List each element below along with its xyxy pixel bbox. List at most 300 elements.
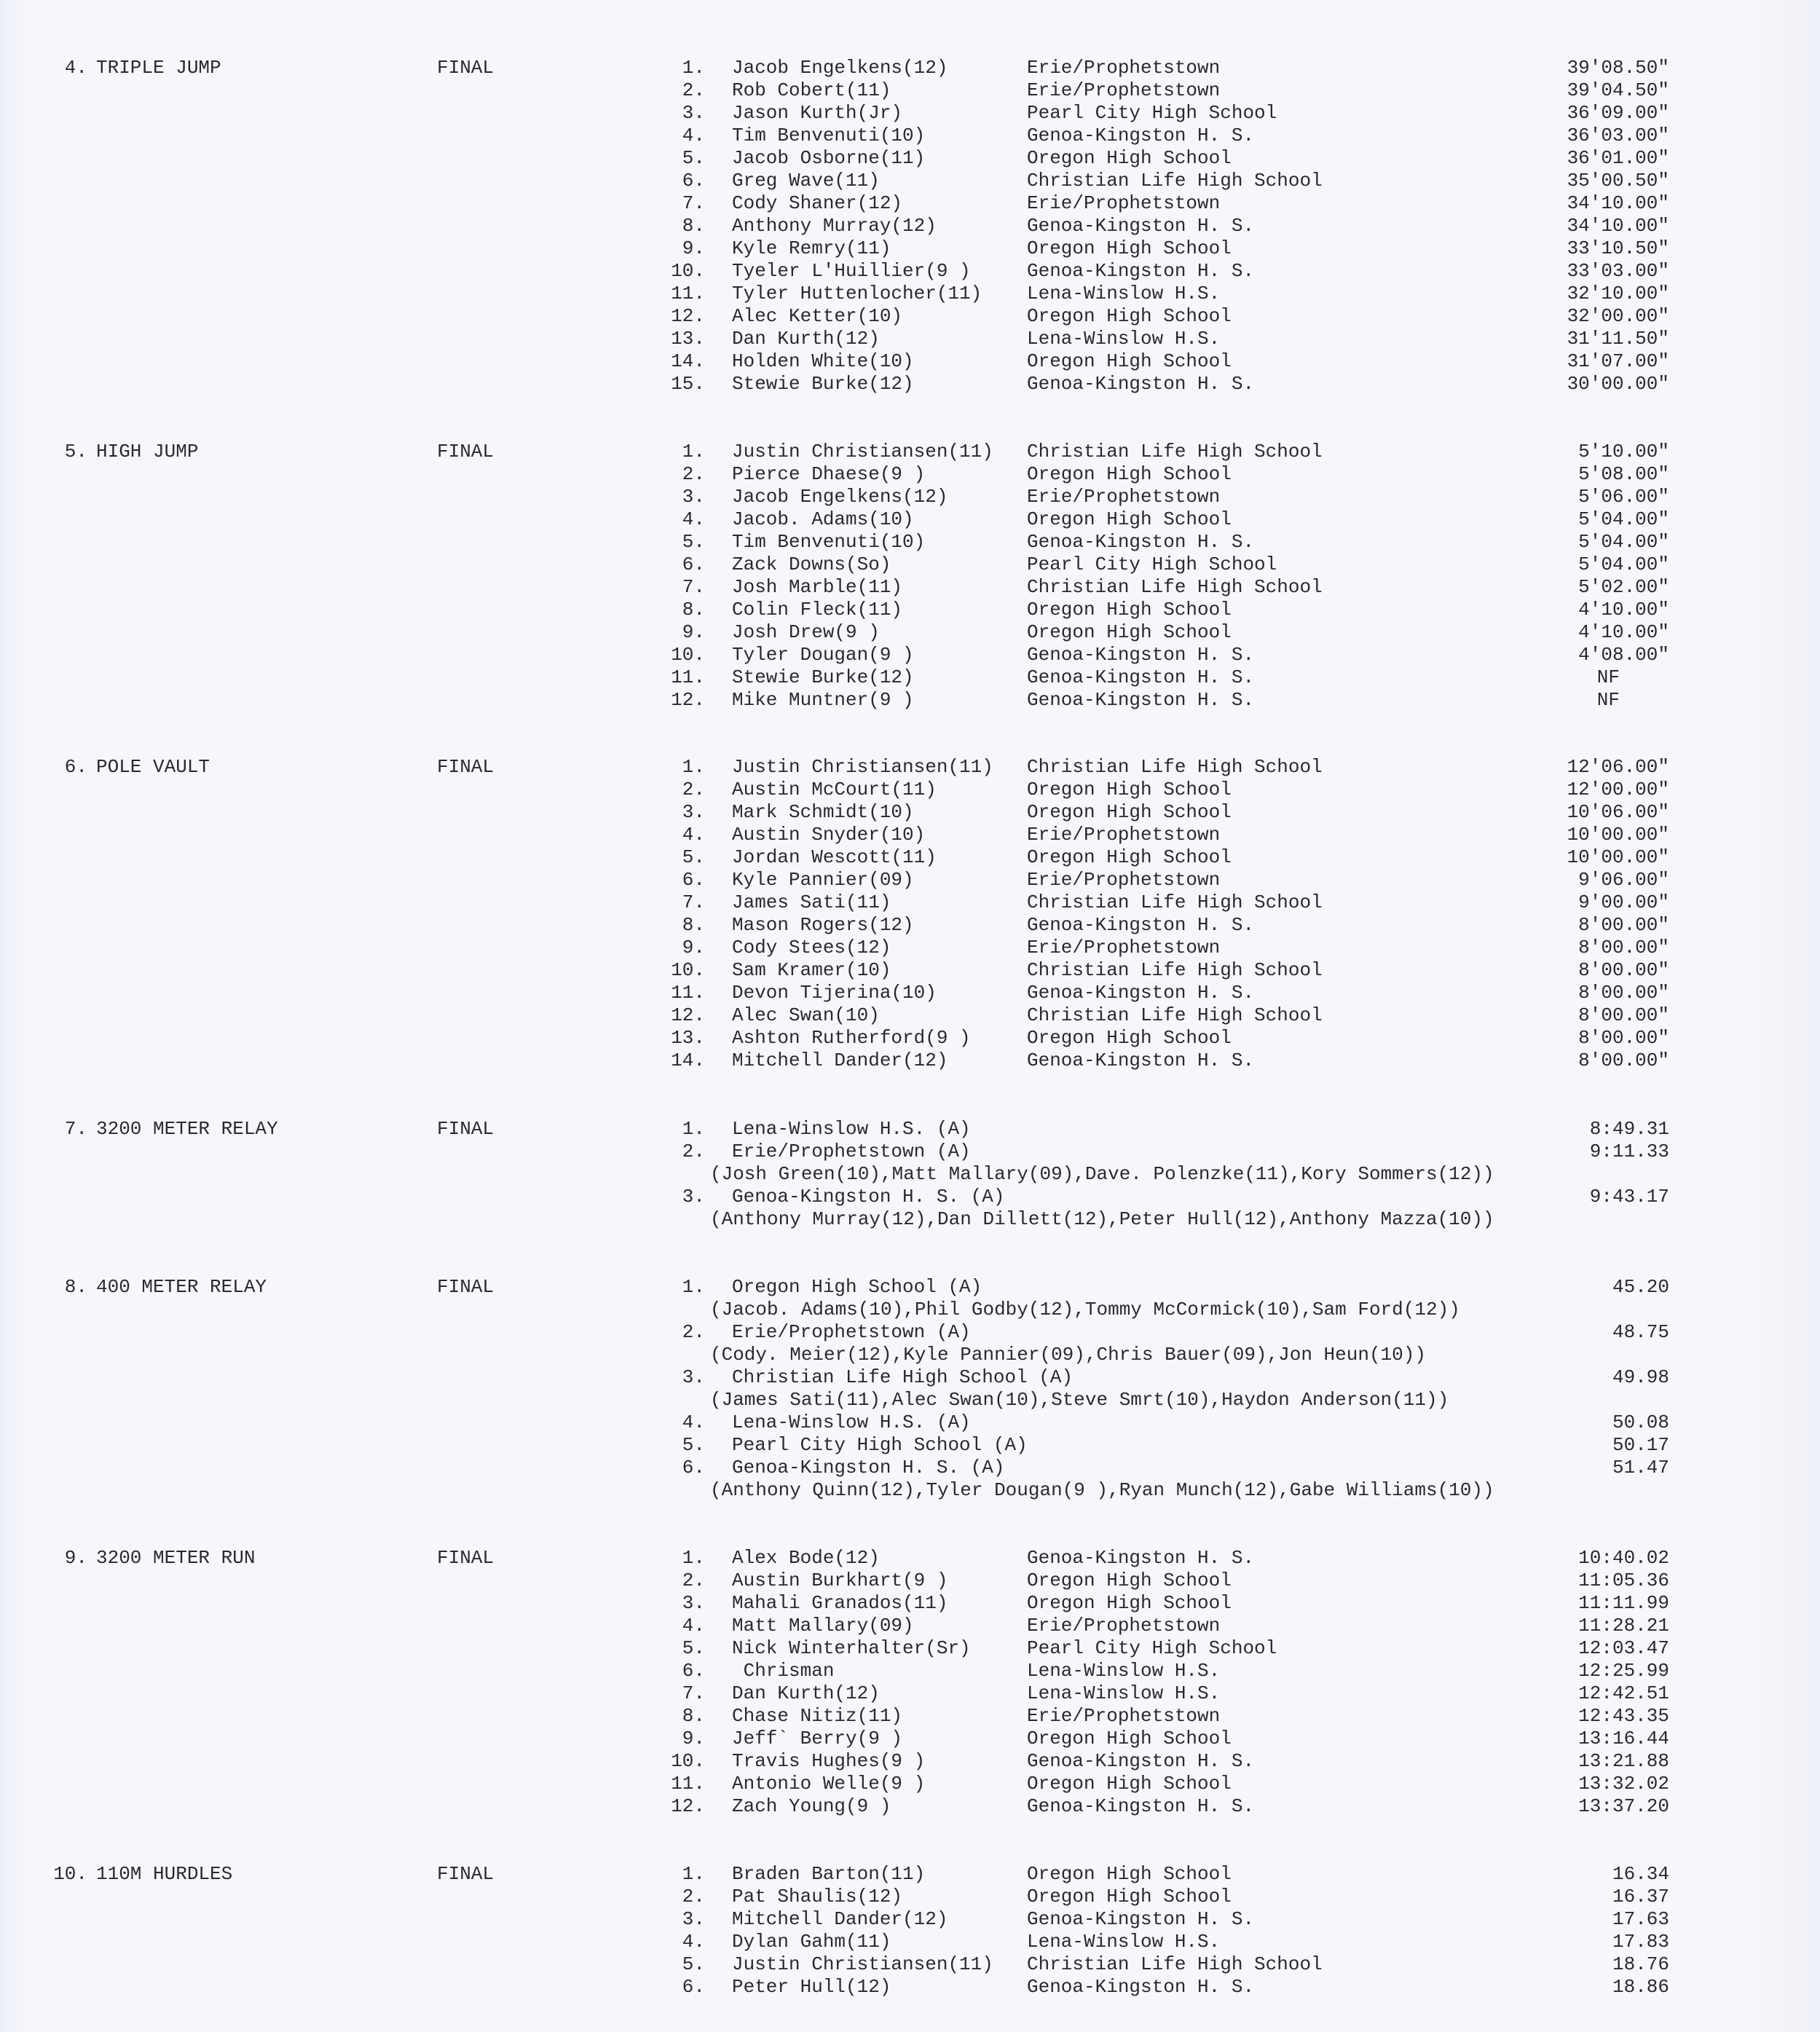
result-row [0,937,1820,959]
athlete-name: Cody Stees(12) [732,937,891,958]
event-name: HIGH JUMP [96,441,199,462]
athlete-name: Josh Drew(9 ) [732,621,880,643]
result-mark: 13:16.44 [1578,1728,1669,1749]
result-row [0,1728,1820,1750]
result-mark: 39'08.50" [1567,57,1669,79]
athlete-name: Stewie Burke(12) [732,666,914,688]
result-mark: 30'00.00" [1567,373,1669,395]
school-name: Christian Life High School [1027,1004,1323,1026]
result-mark: 9'00.00" [1578,891,1669,913]
school-name: Oregon High School [1027,1886,1232,1907]
event-number: 6. [64,756,87,778]
school-name: Oregon High School [1027,508,1232,530]
result-row [0,102,1820,125]
event-number: 5. [64,441,87,462]
result-row [0,1141,1820,1163]
school-name: Genoa-Kingston H. S. [1027,1050,1255,1071]
result-mark: 33'03.00" [1567,260,1669,282]
result-row [0,1004,1820,1027]
place-number: 7. [682,192,705,214]
athlete-name: Anthony Murray(12) [732,215,937,237]
result-row [0,1570,1820,1592]
school-name: Oregon High School [1027,846,1232,868]
athlete-name: Mitchell Dander(12) [732,1050,948,1071]
place-number: 13. [671,328,705,350]
place-number: 14. [671,350,705,372]
athlete-name: Cody Shaner(12) [732,192,903,214]
athlete-name: Tim Benvenuti(10) [732,125,926,146]
place-number: 5. [682,1637,705,1659]
result-mark: 50.17 [1612,1434,1669,1456]
result-mark: 5'04.00" [1578,531,1669,553]
place-number: 14. [671,1050,705,1071]
result-mark: 39'04.50" [1567,79,1669,101]
result-row [0,666,1820,689]
school-name: Oregon High School [1027,621,1232,643]
place-number: 8. [682,914,705,936]
result-mark: 12'06.00" [1567,756,1669,778]
athlete-name: Jeff` Berry(9 ) [732,1728,903,1749]
school-name: Erie/Prophetstown [1027,824,1221,846]
result-mark: 18.86 [1612,1976,1669,1998]
school-name: Oregon High School [1027,305,1232,327]
result-row [0,846,1820,869]
result-row [0,644,1820,666]
athlete-name: Tyeler L'Huillier(9 ) [732,260,971,282]
athlete-name: Mahali Granados(11) [732,1592,948,1614]
results-list [0,441,1820,712]
result-mark: 5'08.00" [1578,463,1669,485]
school-name: Genoa-Kingston H. S. [1027,666,1255,688]
event-name: POLE VAULT [96,756,210,778]
school-name: Lena-Winslow H.S. [1027,283,1221,304]
athlete-name: Jacob Engelkens(12) [732,486,948,508]
event-round: FINAL [437,756,495,778]
result-row [0,170,1820,192]
school-name: Oregon High School [1027,350,1232,372]
school-name: Oregon High School [1027,237,1232,259]
event-number: 8. [64,1276,87,1298]
school-name: Genoa-Kingston H. S. [1027,1547,1255,1569]
result-mark: 50.08 [1612,1411,1669,1433]
place-number: 9. [682,1728,705,1749]
result-mark: 32'10.00" [1567,283,1669,304]
result-row [0,215,1820,237]
result-mark: 11:05.36 [1578,1570,1669,1591]
result-mark: 12:43.35 [1578,1705,1669,1727]
place-number: 2. [682,1886,705,1907]
result-row [0,891,1820,914]
result-mark: 8'00.00" [1578,1050,1669,1071]
school-name: Christian Life High School [1027,756,1323,778]
result-mark: 8'00.00" [1578,937,1669,958]
event-round: FINAL [437,1547,495,1569]
place-number: 4. [682,824,705,846]
athlete-name: Pat Shaulis(12) [732,1886,903,1907]
athlete-name: Chrisman [732,1660,835,1682]
result-row [0,1953,1820,1976]
result-mark: 12:42.51 [1578,1682,1669,1704]
athlete-name: Braden Barton(11) [732,1863,926,1885]
result-mark: 8'00.00" [1578,914,1669,936]
school-name: Christian Life High School [1027,576,1323,598]
school-name: Genoa-Kingston H. S. [1027,260,1255,282]
result-mark: 33'10.50" [1567,237,1669,259]
result-row [0,328,1820,350]
school-name: Genoa-Kingston H. S. [1027,1908,1255,1930]
place-number: 10. [671,644,705,666]
school-name: Genoa-Kingston H. S. [1027,914,1255,936]
school-name: Oregon High School [1027,801,1232,823]
athlete-name: Dan Kurth(12) [732,328,880,350]
school-name: Genoa-Kingston H. S. [1027,689,1255,711]
school-name: Oregon High School [1027,147,1232,169]
athlete-name: Alec Swan(10) [732,1004,880,1026]
place-number: 6. [682,1976,705,1998]
results-list [0,1863,1820,1998]
result-mark: 17.63 [1612,1908,1669,1930]
place-number: 8. [682,215,705,237]
results-list [0,57,1820,395]
relay-members: (Jacob. Adams(10),Phil Godby(12),Tommy McCormick(10),Sam Ford(12)) [710,1299,1460,1320]
result-mark: 4'10.00" [1578,621,1669,643]
place-number: 1. [682,441,705,462]
result-row [0,79,1820,102]
athlete-name: Devon Tijerina(10) [732,982,937,1004]
result-mark: 5'10.00" [1578,441,1669,462]
place-number: 7. [682,1682,705,1704]
result-mark: 34'10.00" [1567,192,1669,214]
result-row [0,1682,1820,1705]
school-name: Genoa-Kingston H. S. [1027,531,1255,553]
result-row [0,1886,1820,1908]
place-number: 1. [682,57,705,79]
result-mark: 17.83 [1612,1931,1669,1953]
result-mark: 4'08.00" [1578,644,1669,666]
result-row [0,260,1820,283]
result-row [0,801,1820,824]
athlete-name: Pierce Dhaese(9 ) [732,463,926,485]
result-row [0,1457,1820,1479]
place-number: 10. [671,260,705,282]
athlete-name: Jacob. Adams(10) [732,508,914,530]
place-number: 4. [682,1615,705,1637]
school-name: Lena-Winslow H.S. [1027,1682,1221,1704]
school-name: Erie/Prophetstown [1027,57,1221,79]
result-mark: 18.76 [1612,1953,1669,1975]
result-row [0,1931,1820,1953]
athlete-name: Erie/Prophetstown (A) [732,1321,971,1343]
result-row [0,192,1820,215]
athlete-name: Tyler Dougan(9 ) [732,644,914,666]
result-row [0,689,1820,712]
place-number: 6. [682,554,705,575]
place-number: 12. [671,1795,705,1817]
result-mark: 5'04.00" [1578,508,1669,530]
place-number: 9. [682,621,705,643]
relay-members: (Josh Green(10),Matt Mallary(09),Dave. Polenzke(11),Kory Sommers(12)) [710,1163,1494,1185]
result-mark: 31'11.50" [1567,328,1669,350]
athlete-name: Zack Downs(So) [732,554,891,575]
result-mark: 12:03.47 [1578,1637,1669,1659]
place-number: 8. [682,599,705,621]
result-mark: 16.37 [1612,1886,1669,1907]
athlete-name: Mark Schmidt(10) [732,801,914,823]
result-row [0,1366,1820,1389]
result-mark: 8'00.00" [1578,1027,1669,1049]
result-row [0,1705,1820,1728]
result-row [0,147,1820,170]
place-number: 3. [682,102,705,124]
athlete-name: Rob Cobert(11) [732,79,891,101]
place-number: 7. [682,891,705,913]
place-number: 10. [671,1750,705,1772]
athlete-name: Oregon High School (A) [732,1276,982,1298]
school-name: Pearl City High School [1027,1637,1277,1659]
relay-members: (Anthony Murray(12),Dan Dillett(12),Peter Hull(12),Anthony Mazza(10)) [710,1208,1494,1230]
school-name: Genoa-Kingston H. S. [1027,125,1255,146]
athlete-name: Justin Christiansen(11) [732,1953,993,1975]
athlete-name: Jason Kurth(Jr) [732,102,903,124]
athlete-name: Colin Fleck(11) [732,599,903,621]
place-number: 4. [682,1411,705,1433]
result-mark: 12:25.99 [1578,1660,1669,1682]
school-name: Christian Life High School [1027,441,1323,462]
place-number: 12. [671,305,705,327]
result-row [0,779,1820,801]
athlete-name: Justin Christiansen(11) [732,441,993,462]
place-number: 3. [682,801,705,823]
place-number: 1. [682,1547,705,1569]
school-name: Erie/Prophetstown [1027,937,1221,958]
athlete-name: Alec Ketter(10) [732,305,903,327]
event-name: TRIPLE JUMP [96,57,221,79]
athlete-name: Travis Hughes(9 ) [732,1750,926,1772]
school-name: Lena-Winslow H.S. [1027,1660,1221,1682]
athlete-name: Holden White(10) [732,350,914,372]
result-mark: 11:28.21 [1578,1615,1669,1637]
result-row [0,463,1820,486]
result-mark: 34'10.00" [1567,215,1669,237]
place-number: 4. [682,125,705,146]
athlete-name: Justin Christiansen(11) [732,756,993,778]
place-number: 11. [671,666,705,688]
result-mark: 12'00.00" [1567,779,1669,800]
athlete-name: Alex Bode(12) [732,1547,880,1569]
event-name: 110M HURDLES [96,1863,233,1885]
event-round: FINAL [437,441,495,462]
result-row [0,1637,1820,1660]
result-mark: 10:40.02 [1578,1547,1669,1569]
place-number: 3. [682,1186,705,1208]
athlete-name: Dylan Gahm(11) [732,1931,891,1953]
school-name: Erie/Prophetstown [1027,486,1221,508]
event-round: FINAL [437,1863,495,1885]
athlete-name: Stewie Burke(12) [732,373,914,395]
athlete-name: Peter Hull(12) [732,1976,891,1998]
relay-members: (Cody. Meier(12),Kyle Pannier(09),Chris Bauer(09),Jon Heun(10)) [710,1344,1426,1366]
result-mark: 5'04.00" [1578,554,1669,575]
place-number: 13. [671,1027,705,1049]
result-row [0,1660,1820,1682]
result-mark: 8:49.31 [1589,1118,1669,1140]
result-row [0,305,1820,328]
result-row [0,914,1820,937]
school-name: Pearl City High School [1027,554,1277,575]
result-row [0,1547,1820,1570]
event-name: 400 METER RELAY [96,1276,267,1298]
result-mark: 9'06.00" [1578,869,1669,891]
result-row [0,508,1820,531]
place-number: 12. [671,689,705,711]
result-mark: 8'00.00" [1578,982,1669,1004]
place-number: 2. [682,1570,705,1591]
result-row [0,1592,1820,1615]
athlete-name: Chase Nitiz(11) [732,1705,903,1727]
results-list [0,1276,1820,1502]
place-number: 11. [671,1773,705,1795]
school-name: Genoa-Kingston H. S. [1027,373,1255,395]
athlete-name: Genoa-Kingston H. S. (A) [732,1457,1005,1478]
athlete-name: Lena-Winslow H.S. (A) [732,1411,971,1433]
school-name: Christian Life High School [1027,891,1323,913]
result-mark: 32'00.00" [1567,305,1669,327]
athlete-name: Jacob Engelkens(12) [732,57,948,79]
result-row [0,1411,1820,1434]
school-name: Erie/Prophetstown [1027,192,1221,214]
result-mark: NF [1596,666,1620,688]
athlete-name: Austin McCourt(11) [732,779,937,800]
place-number: 3. [682,1908,705,1930]
result-mark: 49.98 [1612,1366,1669,1388]
event-name: 3200 METER RELAY [96,1118,278,1140]
event-round: FINAL [437,1276,495,1298]
place-number: 6. [682,869,705,891]
result-mark: 4'10.00" [1578,599,1669,621]
result-row [0,1434,1820,1457]
result-row [0,441,1820,463]
place-number: 3. [682,1366,705,1388]
result-row [0,599,1820,621]
place-number: 6. [682,1457,705,1478]
school-name: Genoa-Kingston H. S. [1027,215,1255,237]
result-row [0,554,1820,576]
school-name: Erie/Prophetstown [1027,79,1221,101]
result-mark: 5'06.00" [1578,486,1669,508]
athlete-name: Jacob Osborne(11) [732,147,926,169]
event-number: 4. [64,57,87,79]
athlete-name: Josh Marble(11) [732,576,903,598]
athlete-name: Erie/Prophetstown (A) [732,1141,971,1162]
place-number: 5. [682,531,705,553]
place-number: 1. [682,1276,705,1298]
athlete-name: James Sati(11) [732,891,891,913]
result-mark: 36'03.00" [1567,125,1669,146]
school-name: Oregon High School [1027,1027,1232,1049]
place-number: 11. [671,982,705,1004]
school-name: Oregon High School [1027,599,1232,621]
place-number: 12. [671,1004,705,1026]
school-name: Genoa-Kingston H. S. [1027,1976,1255,1998]
school-name: Oregon High School [1027,1592,1232,1614]
place-number: 2. [682,1321,705,1343]
result-mark: 5'02.00" [1578,576,1669,598]
result-mark: 8'00.00" [1578,1004,1669,1026]
athlete-name: Lena-Winslow H.S. (A) [732,1118,971,1140]
school-name: Oregon High School [1027,1728,1232,1749]
athlete-name: Zach Young(9 ) [732,1795,891,1817]
result-row [0,237,1820,260]
result-row [0,1750,1820,1773]
result-row [0,1027,1820,1050]
athlete-name: Mason Rogers(12) [732,914,914,936]
place-number: 4. [682,508,705,530]
result-row [0,1976,1820,1998]
school-name: Lena-Winslow H.S. [1027,1931,1221,1953]
school-name: Lena-Winslow H.S. [1027,328,1221,350]
school-name: Pearl City High School [1027,102,1277,124]
place-number: 1. [682,756,705,778]
school-name: Oregon High School [1027,1773,1232,1795]
result-row [0,350,1820,373]
result-mark: 10'06.00" [1567,801,1669,823]
result-mark: 8'00.00" [1578,959,1669,981]
result-row [0,125,1820,147]
place-number: 1. [682,1118,705,1140]
result-row [0,283,1820,305]
athlete-name: Pearl City High School (A) [732,1434,1028,1456]
place-number: 8. [682,1705,705,1727]
result-mark: 13:32.02 [1578,1773,1669,1795]
school-name: Oregon High School [1027,779,1232,800]
athlete-name: Kyle Remry(11) [732,237,891,259]
place-number: 3. [682,486,705,508]
athlete-name: Matt Mallary(09) [732,1615,914,1637]
place-number: 4. [682,1931,705,1953]
result-mark: 36'09.00" [1567,102,1669,124]
result-mark: 9:11.33 [1589,1141,1669,1162]
school-name: Erie/Prophetstown [1027,869,1221,891]
result-mark: 31'07.00" [1567,350,1669,372]
result-mark: 48.75 [1612,1321,1669,1343]
result-row [0,531,1820,554]
place-number: 6. [682,170,705,192]
place-number: 9. [682,937,705,958]
place-number: 9. [682,237,705,259]
result-row [0,1795,1820,1818]
school-name: Christian Life High School [1027,170,1323,192]
results-list [0,756,1820,1072]
athlete-name: Sam Kramer(10) [732,959,891,981]
result-mark: 10'00.00" [1567,824,1669,846]
athlete-name: Tim Benvenuti(10) [732,531,926,553]
place-number: 7. [682,576,705,598]
result-row [0,1276,1820,1299]
relay-members: (Anthony Quinn(12),Tyler Dougan(9 ),Ryan Munch(12),Gabe Williams(10)) [710,1479,1494,1501]
results-list [0,1547,1820,1818]
place-number: 2. [682,779,705,800]
place-number: 6. [682,1660,705,1682]
result-row [0,1118,1820,1141]
result-row [0,824,1820,846]
school-name: Genoa-Kingston H. S. [1027,644,1255,666]
result-row [0,621,1820,644]
place-number: 2. [682,463,705,485]
athlete-name: Nick Winterhalter(Sr) [732,1637,971,1659]
event-name: 3200 METER RUN [96,1547,256,1569]
school-name: Oregon High School [1027,1570,1232,1591]
athlete-name: Austin Snyder(10) [732,824,926,846]
